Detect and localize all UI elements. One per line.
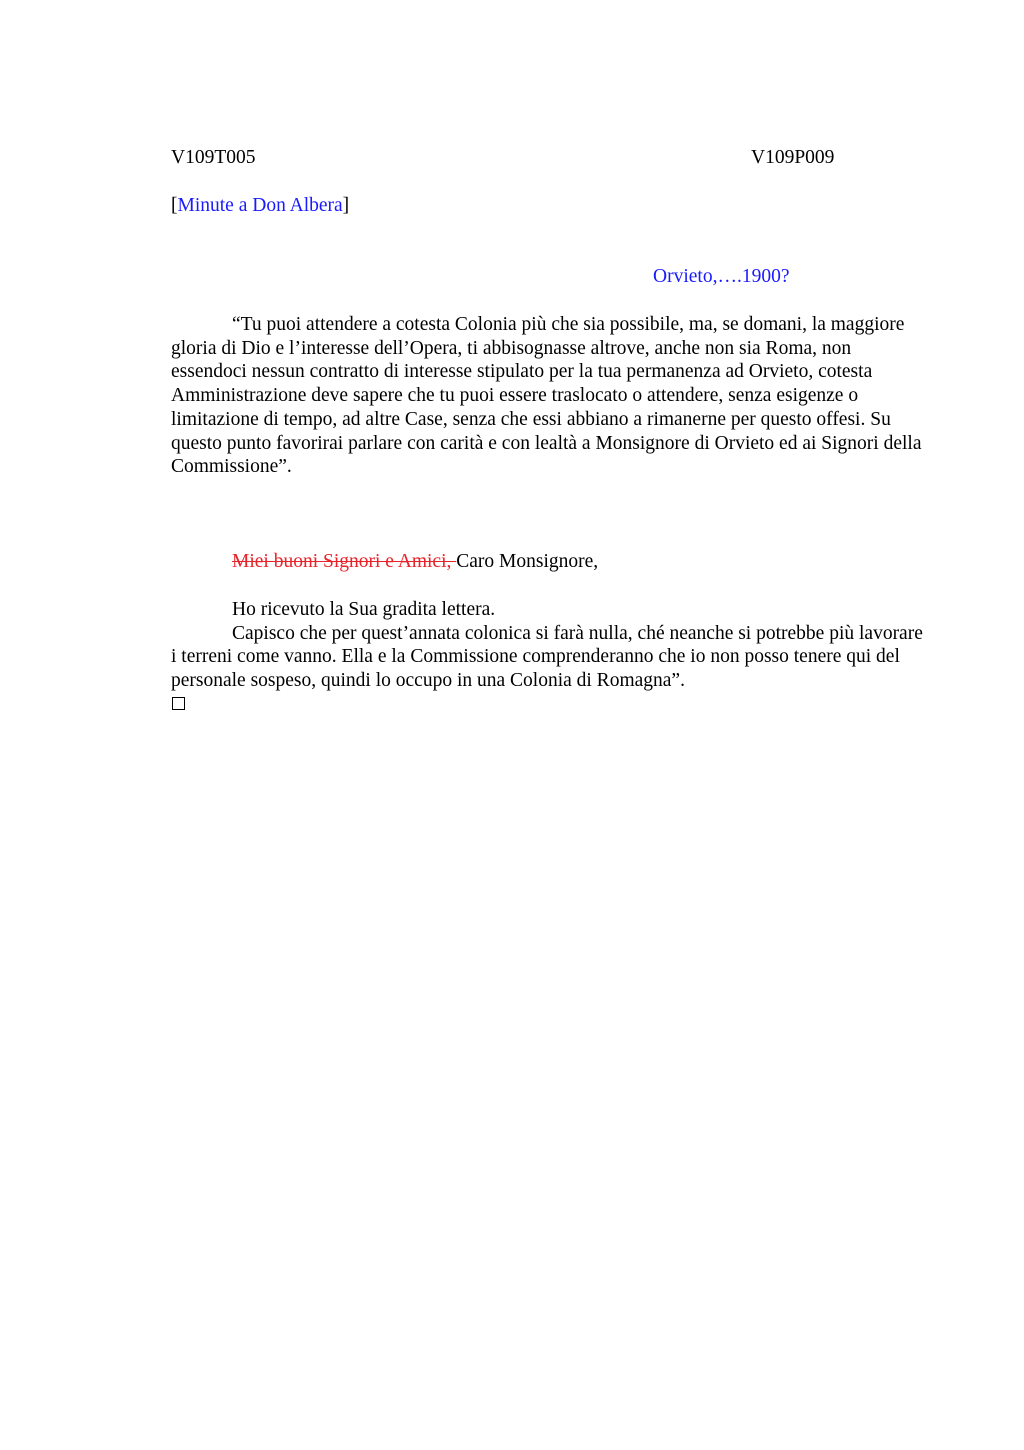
- quote-paragraph-block: [171, 313, 931, 479]
- body-paragraph: Capisco che per quest’annata colonica si farà nulla, ché neanche si potrebbe più lavorare i terreni come vanno. Ella e la Commissione comprenderanno che io non posso tenere qui del personale sospeso, quindi lo occupo in una Colonia di Romagna”.: [171, 622, 923, 692]
- place-date: Orvieto,….1900?: [653, 266, 790, 287]
- empty-checkbox: [172, 697, 185, 710]
- document-code-left: V109T005: [171, 147, 256, 168]
- struck-salutation: Miei buoni Signori e Amici,: [232, 551, 457, 572]
- title-open-bracket: [: [171, 195, 178, 216]
- letter-body: [171, 598, 931, 693]
- salutation-text: Caro Monsignore,: [456, 551, 599, 572]
- title-text: Minute a Don Albera: [177, 195, 343, 216]
- salutation: [232, 550, 598, 574]
- document-code-right: V109P009: [751, 147, 835, 168]
- document-title: [171, 194, 349, 218]
- title-close-bracket: ]: [342, 195, 350, 216]
- body-line-1: Ho ricevuto la Sua gradita lettera.: [232, 599, 496, 620]
- quote-paragraph: “Tu puoi attendere a cotesta Colonia più che sia possibile, ma, se domani, la maggiore gloria di Dio e l’interesse dell’Opera, ti abbisognasse altrove, anche non sia Roma, non essendoci nessun contratto di interesse stipulato per la tua permanenza ad Orvieto, cotesta Amministrazione deve sapere che tu puoi essere traslocato o attendere, senza esigenze o limitazione di tempo, ad altre Case, senza che essi abbiano a rimanerne per questo offesi. Su questo punto favorirai parlare con carità e con lealtà a Monsignore di Orvieto ed ai Signori della Commissione”.: [171, 314, 922, 478]
